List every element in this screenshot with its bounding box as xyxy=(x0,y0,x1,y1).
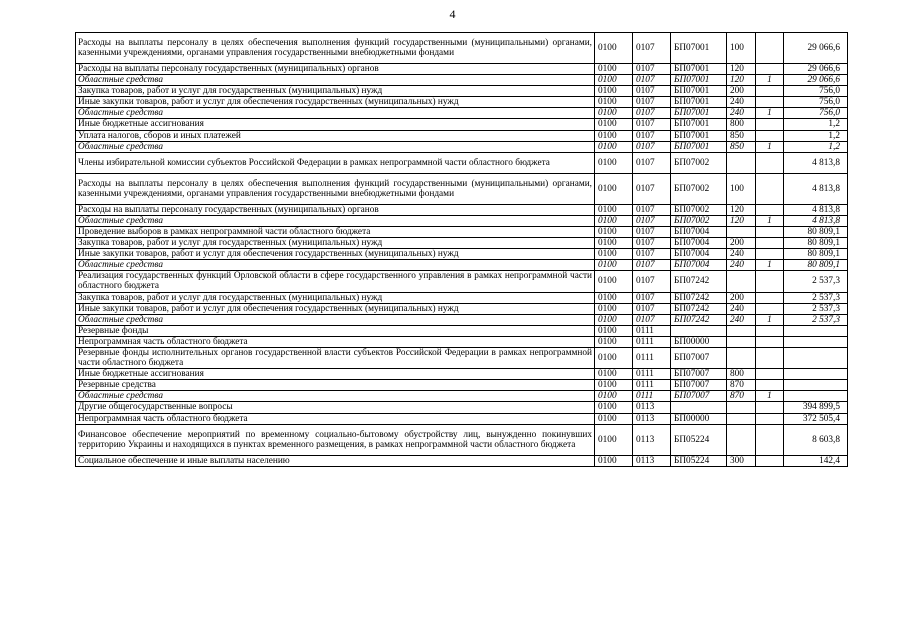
table-row xyxy=(76,424,848,455)
table-row xyxy=(76,108,848,119)
expense-type-code: 240 xyxy=(727,97,756,108)
funding-source-code: 1 xyxy=(756,260,784,271)
expense-type-code: 120 xyxy=(727,75,756,86)
expense-type-code xyxy=(727,271,756,292)
subsection-code: 0107 xyxy=(633,152,671,173)
section-code: 0100 xyxy=(595,238,633,249)
amount: 756,0 xyxy=(784,108,848,119)
funding-source-code xyxy=(756,303,784,314)
expense-type-code: 200 xyxy=(727,238,756,249)
expense-type-code: 120 xyxy=(727,64,756,75)
row-name: Члены избирательной комиссии субъектов Российской Федерации в рамках непрограммной части областного бюджета xyxy=(76,152,595,173)
funding-source-code xyxy=(756,402,784,413)
expense-type-code: 800 xyxy=(727,369,756,380)
table-row xyxy=(76,314,848,325)
subsection-code: 0107 xyxy=(633,226,671,237)
target-article-code xyxy=(671,402,727,413)
target-article-code: БП07242 xyxy=(671,314,727,325)
funding-source-code xyxy=(756,33,784,64)
expense-type-code: 100 xyxy=(727,173,756,204)
subsection-code: 0107 xyxy=(633,173,671,204)
target-article-code: БП07242 xyxy=(671,292,727,303)
subsection-code: 0107 xyxy=(633,292,671,303)
subsection-code: 0107 xyxy=(633,130,671,141)
row-name: Иные бюджетные ассигнования xyxy=(76,369,595,380)
funding-source-code xyxy=(756,226,784,237)
funding-source-code: 1 xyxy=(756,314,784,325)
expense-type-code xyxy=(727,413,756,424)
row-name: Областные средства xyxy=(76,141,595,152)
target-article-code: БП07001 xyxy=(671,97,727,108)
table-row xyxy=(76,325,848,336)
funding-source-code xyxy=(756,152,784,173)
funding-source-code xyxy=(756,173,784,204)
expense-type-code: 100 xyxy=(727,33,756,64)
funding-source-code xyxy=(756,325,784,336)
amount: 4 813,8 xyxy=(784,173,848,204)
funding-source-code xyxy=(756,86,784,97)
section-code: 0100 xyxy=(595,380,633,391)
section-code: 0100 xyxy=(595,33,633,64)
expense-type-code: 240 xyxy=(727,108,756,119)
row-name: Непрограммная часть областного бюджета xyxy=(76,413,595,424)
section-code: 0100 xyxy=(595,413,633,424)
subsection-code: 0113 xyxy=(633,424,671,455)
funding-source-code xyxy=(756,413,784,424)
row-name: Иные закупки товаров, работ и услуг для обеспечения государственных (муниципальных) нужд xyxy=(76,97,595,108)
table-row xyxy=(76,215,848,226)
row-name: Областные средства xyxy=(76,75,595,86)
section-code: 0100 xyxy=(595,226,633,237)
row-name: Иные закупки товаров, работ и услуг для обеспечения государственных (муниципальных) нужд xyxy=(76,249,595,260)
subsection-code: 0107 xyxy=(633,97,671,108)
amount: 8 603,8 xyxy=(784,424,848,455)
amount: 756,0 xyxy=(784,86,848,97)
section-code: 0100 xyxy=(595,215,633,226)
amount: 80 809,1 xyxy=(784,238,848,249)
section-code: 0100 xyxy=(595,402,633,413)
target-article-code: БП00000 xyxy=(671,336,727,347)
amount: 2 537,3 xyxy=(784,271,848,292)
subsection-code: 0107 xyxy=(633,64,671,75)
section-code: 0100 xyxy=(595,64,633,75)
amount: 29 066,6 xyxy=(784,64,848,75)
row-name: Финансовое обеспечение мероприятий по временному социально-бытовому обустройству лиц, вынужденно покинувших территорию Украины и находящихся в пунктах временного размещения, в рамках непрограммной части областного бюджета xyxy=(76,424,595,455)
section-code: 0100 xyxy=(595,271,633,292)
expense-type-code xyxy=(727,336,756,347)
funding-source-code: 1 xyxy=(756,141,784,152)
amount: 1,2 xyxy=(784,130,848,141)
target-article-code: БП07001 xyxy=(671,130,727,141)
subsection-code: 0107 xyxy=(633,271,671,292)
funding-source-code xyxy=(756,380,784,391)
row-name: Областные средства xyxy=(76,391,595,402)
subsection-code: 0107 xyxy=(633,204,671,215)
subsection-code: 0107 xyxy=(633,141,671,152)
expense-type-code: 850 xyxy=(727,141,756,152)
row-name: Уплата налогов, сборов и иных платежей xyxy=(76,130,595,141)
expense-type-code: 800 xyxy=(727,119,756,130)
target-article-code: БП07001 xyxy=(671,86,727,97)
row-name: Расходы на выплаты персоналу в целях обеспечения выполнения функций государственными (муниципальными) органами, казенными учреждениями, органами управления государственными внебюджетными фондами xyxy=(76,33,595,64)
page-number: 4 xyxy=(449,7,456,21)
amount: 2 537,3 xyxy=(784,303,848,314)
table-row xyxy=(76,303,848,314)
section-code: 0100 xyxy=(595,75,633,86)
subsection-code: 0107 xyxy=(633,303,671,314)
row-name: Иные бюджетные ассигнования xyxy=(76,119,595,130)
table-row xyxy=(76,292,848,303)
section-code: 0100 xyxy=(595,204,633,215)
table-row xyxy=(76,391,848,402)
section-code: 0100 xyxy=(595,336,633,347)
table-row xyxy=(76,75,848,86)
expense-type-code: 870 xyxy=(727,380,756,391)
subsection-code: 0111 xyxy=(633,347,671,368)
section-code: 0100 xyxy=(595,108,633,119)
target-article-code: БП07242 xyxy=(671,303,727,314)
row-name: Проведение выборов в рамках непрограммной части областного бюджета xyxy=(76,226,595,237)
expense-type-code: 300 xyxy=(727,455,756,466)
subsection-code: 0107 xyxy=(633,260,671,271)
target-article-code: БП07001 xyxy=(671,119,727,130)
expense-type-code: 200 xyxy=(727,86,756,97)
table-row xyxy=(76,336,848,347)
table-row xyxy=(76,119,848,130)
row-name: Расходы на выплаты персоналу государственных (муниципальных) органов xyxy=(76,64,595,75)
table-row xyxy=(76,271,848,292)
target-article-code: БП07002 xyxy=(671,152,727,173)
section-code: 0100 xyxy=(595,130,633,141)
target-article-code: БП07007 xyxy=(671,369,727,380)
table-row xyxy=(76,369,848,380)
target-article-code: БП07007 xyxy=(671,391,727,402)
section-code: 0100 xyxy=(595,249,633,260)
expense-type-code: 120 xyxy=(727,215,756,226)
amount: 80 809,1 xyxy=(784,260,848,271)
section-code: 0100 xyxy=(595,325,633,336)
row-name: Непрограммная часть областного бюджета xyxy=(76,336,595,347)
subsection-code: 0111 xyxy=(633,336,671,347)
row-name: Резервные средства xyxy=(76,380,595,391)
row-name: Реализация государственных функций Орловской области в сфере государственного управления в рамках непрограммной части областного бюджета xyxy=(76,271,595,292)
row-name: Областные средства xyxy=(76,260,595,271)
row-name: Областные средства xyxy=(76,215,595,226)
section-code: 0100 xyxy=(595,369,633,380)
row-name: Иные закупки товаров, работ и услуг для обеспечения государственных (муниципальных) нужд xyxy=(76,303,595,314)
table-row xyxy=(76,152,848,173)
section-code: 0100 xyxy=(595,86,633,97)
expense-type-code xyxy=(727,424,756,455)
subsection-code: 0111 xyxy=(633,391,671,402)
table-row xyxy=(76,249,848,260)
section-code: 0100 xyxy=(595,314,633,325)
row-name: Расходы на выплаты персоналу в целях обеспечения выполнения функций государственными (муниципальными) органами, казенными учреждениями, органами управления государственными внебюджетными фондами xyxy=(76,173,595,204)
table-row xyxy=(76,238,848,249)
target-article-code: БП07007 xyxy=(671,347,727,368)
expense-type-code: 200 xyxy=(727,292,756,303)
row-name: Другие общегосударственные вопросы xyxy=(76,402,595,413)
amount: 394 899,5 xyxy=(784,402,848,413)
target-article-code: БП05224 xyxy=(671,424,727,455)
section-code: 0100 xyxy=(595,260,633,271)
section-code: 0100 xyxy=(595,173,633,204)
section-code: 0100 xyxy=(595,119,633,130)
subsection-code: 0113 xyxy=(633,413,671,424)
expense-type-code: 120 xyxy=(727,204,756,215)
amount: 4 813,8 xyxy=(784,204,848,215)
funding-source-code: 1 xyxy=(756,75,784,86)
amount xyxy=(784,347,848,368)
target-article-code: БП07001 xyxy=(671,141,727,152)
subsection-code: 0113 xyxy=(633,455,671,466)
funding-source-code xyxy=(756,336,784,347)
table-row xyxy=(76,141,848,152)
expense-type-code: 870 xyxy=(727,391,756,402)
table-row xyxy=(76,347,848,368)
funding-source-code xyxy=(756,97,784,108)
target-article-code: БП07002 xyxy=(671,173,727,204)
expense-type-code xyxy=(727,402,756,413)
table-row xyxy=(76,204,848,215)
budget-table xyxy=(75,32,848,467)
row-name: Закупка товаров, работ и услуг для государственных (муниципальных) нужд xyxy=(76,238,595,249)
subsection-code: 0111 xyxy=(633,380,671,391)
subsection-code: 0107 xyxy=(633,314,671,325)
target-article-code: БП07004 xyxy=(671,260,727,271)
expense-type-code xyxy=(727,325,756,336)
amount: 756,0 xyxy=(784,97,848,108)
target-article-code: БП07001 xyxy=(671,108,727,119)
funding-source-code xyxy=(756,369,784,380)
funding-source-code: 1 xyxy=(756,108,784,119)
amount: 29 066,6 xyxy=(784,75,848,86)
amount: 372 505,4 xyxy=(784,413,848,424)
row-name: Закупка товаров, работ и услуг для государственных (муниципальных) нужд xyxy=(76,86,595,97)
subsection-code: 0113 xyxy=(633,402,671,413)
subsection-code: 0107 xyxy=(633,119,671,130)
table-row xyxy=(76,130,848,141)
funding-source-code xyxy=(756,292,784,303)
amount xyxy=(784,380,848,391)
subsection-code: 0107 xyxy=(633,86,671,97)
subsection-code: 0107 xyxy=(633,249,671,260)
amount: 1,2 xyxy=(784,119,848,130)
target-article-code xyxy=(671,325,727,336)
amount: 4 813,8 xyxy=(784,215,848,226)
budget-table-body xyxy=(76,33,848,467)
subsection-code: 0111 xyxy=(633,325,671,336)
amount: 2 537,3 xyxy=(784,314,848,325)
expense-type-code: 240 xyxy=(727,249,756,260)
target-article-code: БП07002 xyxy=(671,215,727,226)
amount: 80 809,1 xyxy=(784,249,848,260)
expense-type-code xyxy=(727,347,756,368)
amount: 80 809,1 xyxy=(784,226,848,237)
section-code: 0100 xyxy=(595,303,633,314)
target-article-code: БП05224 xyxy=(671,455,727,466)
table-row xyxy=(76,33,848,64)
section-code: 0100 xyxy=(595,391,633,402)
target-article-code: БП07242 xyxy=(671,271,727,292)
row-name: Закупка товаров, работ и услуг для государственных (муниципальных) нужд xyxy=(76,292,595,303)
funding-source-code xyxy=(756,204,784,215)
funding-source-code xyxy=(756,271,784,292)
expense-type-code xyxy=(727,152,756,173)
row-name: Расходы на выплаты персоналу государственных (муниципальных) органов xyxy=(76,204,595,215)
expense-type-code: 240 xyxy=(727,260,756,271)
table-row xyxy=(76,97,848,108)
target-article-code: БП07002 xyxy=(671,204,727,215)
section-code: 0100 xyxy=(595,292,633,303)
row-name: Резервные фонды xyxy=(76,325,595,336)
amount xyxy=(784,369,848,380)
amount xyxy=(784,391,848,402)
table-row xyxy=(76,86,848,97)
section-code: 0100 xyxy=(595,152,633,173)
table-row xyxy=(76,64,848,75)
section-code: 0100 xyxy=(595,347,633,368)
funding-source-code xyxy=(756,249,784,260)
table-row xyxy=(76,173,848,204)
section-code: 0100 xyxy=(595,424,633,455)
section-code: 0100 xyxy=(595,455,633,466)
target-article-code: БП07001 xyxy=(671,75,727,86)
target-article-code: БП07004 xyxy=(671,226,727,237)
table-row xyxy=(76,455,848,466)
amount: 1,2 xyxy=(784,141,848,152)
expense-type-code xyxy=(727,226,756,237)
expense-type-code: 850 xyxy=(727,130,756,141)
target-article-code: БП00000 xyxy=(671,413,727,424)
funding-source-code xyxy=(756,64,784,75)
amount: 4 813,8 xyxy=(784,152,848,173)
row-name: Областные средства xyxy=(76,108,595,119)
funding-source-code xyxy=(756,455,784,466)
funding-source-code xyxy=(756,130,784,141)
amount: 2 537,3 xyxy=(784,292,848,303)
target-article-code: БП07007 xyxy=(671,380,727,391)
table-row xyxy=(76,260,848,271)
expense-type-code: 240 xyxy=(727,303,756,314)
target-article-code: БП07001 xyxy=(671,33,727,64)
target-article-code: БП07001 xyxy=(671,64,727,75)
funding-source-code xyxy=(756,347,784,368)
table-row xyxy=(76,413,848,424)
table-row xyxy=(76,402,848,413)
target-article-code: БП07004 xyxy=(671,249,727,260)
amount xyxy=(784,336,848,347)
subsection-code: 0107 xyxy=(633,108,671,119)
amount: 29 066,6 xyxy=(784,33,848,64)
expense-type-code: 240 xyxy=(727,314,756,325)
funding-source-code xyxy=(756,119,784,130)
row-name: Резервные фонды исполнительных органов государственной власти субъектов Российской Федерации в рамках непрограммной части областного бюджета xyxy=(76,347,595,368)
funding-source-code xyxy=(756,238,784,249)
subsection-code: 0107 xyxy=(633,75,671,86)
row-name: Социальное обеспечение и иные выплаты населению xyxy=(76,455,595,466)
row-name: Областные средства xyxy=(76,314,595,325)
funding-source-code: 1 xyxy=(756,215,784,226)
target-article-code: БП07004 xyxy=(671,238,727,249)
subsection-code: 0107 xyxy=(633,215,671,226)
funding-source-code xyxy=(756,424,784,455)
funding-source-code: 1 xyxy=(756,391,784,402)
subsection-code: 0107 xyxy=(633,33,671,64)
subsection-code: 0107 xyxy=(633,238,671,249)
subsection-code: 0111 xyxy=(633,369,671,380)
section-code: 0100 xyxy=(595,97,633,108)
amount: 142,4 xyxy=(784,455,848,466)
section-code: 0100 xyxy=(595,141,633,152)
table-row xyxy=(76,226,848,237)
table-row xyxy=(76,380,848,391)
amount xyxy=(784,325,848,336)
